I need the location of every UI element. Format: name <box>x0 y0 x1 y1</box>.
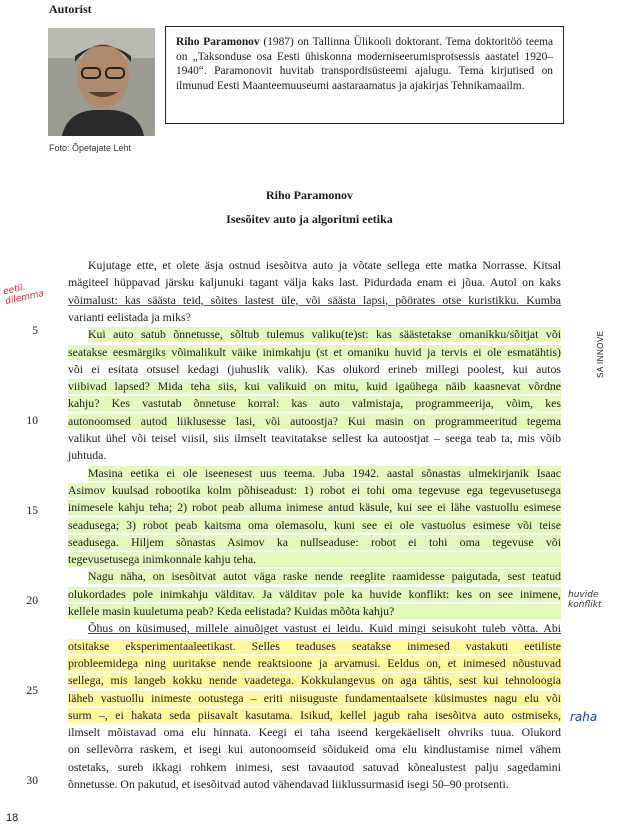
body-line: ilmselt mõistavad oma elu hinnata. Keegi ei taha iseend kergekäeliselt ohvriks tuua. Olukord <box>68 725 561 740</box>
body-line: kahju? Kes vastutab õnnetuse korral: kas auto valmistaja, programmeerija, võim, kes <box>68 396 561 411</box>
section-title: Autorist <box>49 2 92 16</box>
body-line: on sellevõrra raskem, et isegi kui autonoomseid sõidukeid oma elu kindlustamise nimel vähem <box>68 742 561 757</box>
margin-note-money: raha <box>570 710 598 724</box>
body-line: või ei esitata otsusel kedagi (juhuslik valik). Kas olukord erineb millegi poolest, kui autos <box>68 361 561 376</box>
body-line: kellele masin kuuletuma peab? Keda eelistada? Kuidas mõõta kahju? <box>68 604 561 619</box>
body-line: Kui auto satub õnnetusse, sõltub tulemus valiku(te)st: kas säästetakse omanikku/sõitjat või <box>88 327 561 342</box>
body-line: otsitakse eksperimentaaleetikast. Selles teaduses seatakse inimesed vastakuti eetiliste <box>68 638 561 653</box>
body-line: surm –, ei hakata seda piisavalt kasutama. Isikud, kellel jagub raha isesõitva auto ostmiseks, <box>68 707 561 722</box>
body-line: juhtuda. <box>68 448 107 463</box>
line-number: 20 <box>26 594 38 607</box>
line-number: 25 <box>26 684 38 697</box>
body-line: seadusega. Hiljem sõnastas Asimov ka nullseaduse: robot ei tohi oma tegevuse või <box>68 534 561 549</box>
body-line: Õhus on küsimused, millele ainuõiget vastust ei leidu. Kuid mingi seisukoht tuleb võtta. Abi <box>88 621 561 636</box>
author-photo <box>48 28 155 136</box>
margin-note-conflict: huvide konflikt <box>568 590 602 610</box>
body-line: õnnetusse. On pakutud, et isesõitvad autod vähendavad liiklussurmasid isegi 50–90 protsenti. <box>68 777 509 791</box>
body-line: valikut ühel või teisel viisil, siis ilmselt teavitatakse sellest ka autoostjat – seega teab ta, mis võib <box>68 431 561 445</box>
body-line: Nagu näha, on isesõitvat autot väga raske nende reeglite raamidesse paigutada, sest teatud <box>88 569 561 584</box>
photo-caption: Foto: Õpetajate Leht <box>49 143 132 153</box>
side-label: SA INNOVE <box>596 330 605 378</box>
body-line: sellega, mis langeb kokku nende vaadetega. Kokkulangevus on aga tähtis, sest kui tehnoloogia <box>68 673 561 688</box>
bio-text: (1987) on Tallinna Ülikooli doktorant. Tema doktoritöö teema on „Taksonduse osa Eesti ühiskonna moderniseerumisprotsessis aastatel 1920–1940“. Paramonovit huvitab transpordisüsteemi ajalugu. Tema kirjutised on ilmunud Eesti Maanteemuuseumi aastaraamatus ja ajakirjas Tehnikamaailm. <box>176 36 553 92</box>
body-line: olukordades pole inimkahju välditav. Ja välditav pole ka huvide konflikt: kes on see inimene, <box>68 586 561 601</box>
article-title: Isesõitev auto ja algoritmi eetika <box>226 212 393 226</box>
bio-name: Riho Paramonov <box>176 36 260 48</box>
body-line: seadusega; 3) robot peab kaitsma oma olemasolu, kuni see ei ole vastuolus esimese või teise <box>68 517 561 532</box>
body-line: läheb vastuollu inimeste ootustega – eriti niisuguste fundamentaalsete küsimustes nagu elu või <box>68 690 561 705</box>
body-line: mägiteel hüppavad järsku kaljunuki tagant välja kaks last. Pidurdada enam ei jõua. Autol on kaks <box>68 275 561 290</box>
body-line: viibivad lapsed? Mida teha siis, kui valikuid on mitu, kuid igaühega näib kaasnevat võrdne <box>68 379 561 394</box>
body-line: ostetaks, sureb ikkagi rohkem inimesi, sest tavaautod satuvad kõnealustest palju sagedamini <box>68 759 561 774</box>
margin-note-dilemma: eetil. dilemma <box>2 282 45 307</box>
page-number: 18 <box>6 812 19 824</box>
body-line: Asimov kuulsad robootika kolm põhiseadust: 1) robot ei tohi oma tegevuse ega tegevusetusega <box>68 482 561 497</box>
body-line: inimesele kahju teha; 2) robot peab alluma inimese antud käsule, kui see ei lähe vastuollu esimese <box>68 500 561 515</box>
line-number: 15 <box>26 504 38 517</box>
article-author: Riho Paramonov <box>266 188 353 202</box>
body-line: autonoomsed autod liiklusesse lasi, või autoostja? Kui masin on programmeeritud tegema <box>68 413 561 428</box>
body-line: Masina eetika ei ole iseenesest uus teema. Juba 1942. aastal sõnastas ulmekirjanik Isaac <box>88 465 561 480</box>
body-line: probleemidega ning uuritakse nende reaktsioone ja arvamusi. Eeldus on, et inimesed nõustuvad <box>68 655 561 670</box>
body-line: seatakse eesmärgiks võimalikult väike inimkahju (st et omaniku huvid ja tervis ei ole esmatähtis) <box>68 344 561 359</box>
line-number: 30 <box>26 774 38 787</box>
line-number: 5 <box>32 324 38 337</box>
line-number: 10 <box>26 414 38 427</box>
body-line: varianti eelistada ja miks? <box>68 309 191 324</box>
author-bio-box <box>165 26 564 124</box>
body-line: võimalust: kas säästa teid, sõites lastest üle, või säästa lapsi, põörates otse kuristikku. Kumba <box>68 292 561 307</box>
body-line: Kujutage ette, et olete äsja ostnud isesõitva auto ja võtate sellega ette matka Norrasse. Kitsal <box>88 258 561 272</box>
body-line: tegevusetusega inimkonnale kahju teha. <box>68 552 561 567</box>
